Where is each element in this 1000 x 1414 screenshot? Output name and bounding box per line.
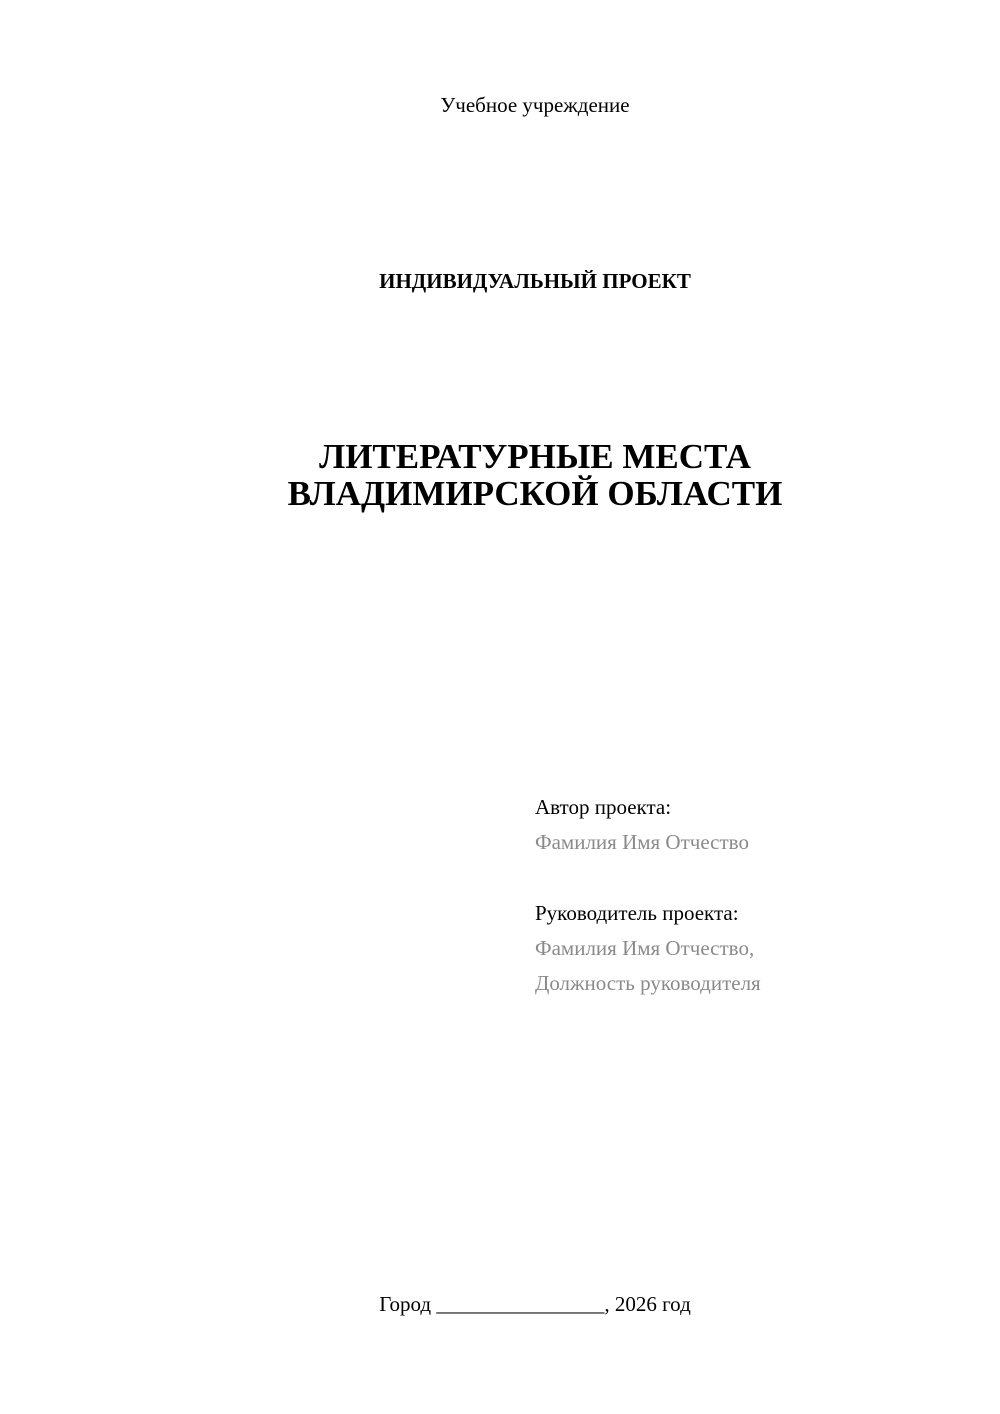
supervisor-position: Должность руководителя [535, 971, 761, 995]
supervisor-label: Руководитель проекта: [535, 901, 739, 925]
section-spacer [535, 860, 975, 896]
supervisor-name: Фамилия Имя Отчество, [535, 936, 755, 960]
project-title [0, 438, 1000, 512]
project-title-line-2: ВЛАДИМИРСКОЙ ОБЛАСТИ [287, 474, 783, 513]
institution-name: Учебное учреждение [440, 93, 630, 117]
city-year-line: Город ________________, 2026 год [379, 1292, 691, 1316]
author-label: Автор проекта: [535, 795, 672, 819]
document-type-heading: ИНДИВИДУАЛЬНЫЙ ПРОЕКТ [379, 269, 691, 293]
project-title-line-1: ЛИТЕРАТУРНЫЕ МЕСТА [319, 437, 751, 476]
project-info-block [535, 790, 975, 1001]
author-name: Фамилия Имя Отчество [535, 830, 749, 854]
